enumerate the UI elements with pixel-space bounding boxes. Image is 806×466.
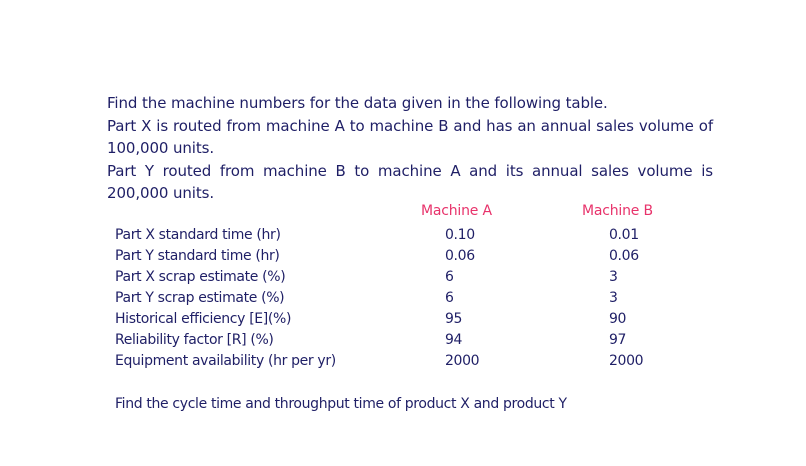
machine-b-value: 3 [609, 290, 618, 306]
machine-b-value: 0.01 [609, 227, 639, 243]
table-row [115, 288, 675, 308]
row-label: Part Y scrap estimate (%) [115, 290, 285, 306]
problem-line-1: Find the machine numbers for the data given in the following table. [107, 94, 608, 112]
row-label: Reliability factor [R] (%) [115, 332, 274, 348]
machine-a-value: 6 [445, 269, 454, 285]
machine-a-value: 94 [445, 332, 463, 348]
table-row [115, 309, 675, 329]
table-row [115, 330, 675, 350]
machine-a-value: 95 [445, 311, 463, 327]
machine-a-value: 6 [445, 290, 454, 306]
table-row [115, 267, 675, 287]
machine-b-value: 97 [609, 332, 627, 348]
problem-line-2: Part X is routed from machine A to machine B and has an annual sales volume of 100,000 units. [107, 116, 713, 158]
question-text: Find the cycle time and throughput time of product X and product Y [115, 396, 567, 412]
row-label: Part X scrap estimate (%) [115, 269, 286, 285]
machine-b-value: 2000 [609, 353, 644, 369]
machine-a-value: 2000 [445, 353, 480, 369]
row-label: Equipment availability (hr per yr) [115, 353, 336, 369]
table-row [115, 246, 675, 266]
problem-statement [107, 92, 713, 205]
row-label: Part X standard time (hr) [115, 227, 281, 243]
machine-a-value: 0.06 [445, 248, 475, 264]
column-header-machine-b: Machine B [582, 203, 653, 219]
table-row [115, 351, 675, 371]
problem-line-3: Part Y routed from machine B to machine A and its annual sales volume is 200,000 units. [107, 161, 713, 203]
table-row [115, 225, 675, 245]
machine-b-value: 3 [609, 269, 618, 285]
column-header-machine-a: Machine A [421, 203, 492, 219]
row-label: Part Y standard time (hr) [115, 248, 280, 264]
machine-a-value: 0.10 [445, 227, 475, 243]
machine-b-value: 90 [609, 311, 627, 327]
row-label: Historical efficiency [E](%) [115, 311, 292, 327]
machine-b-value: 0.06 [609, 248, 639, 264]
